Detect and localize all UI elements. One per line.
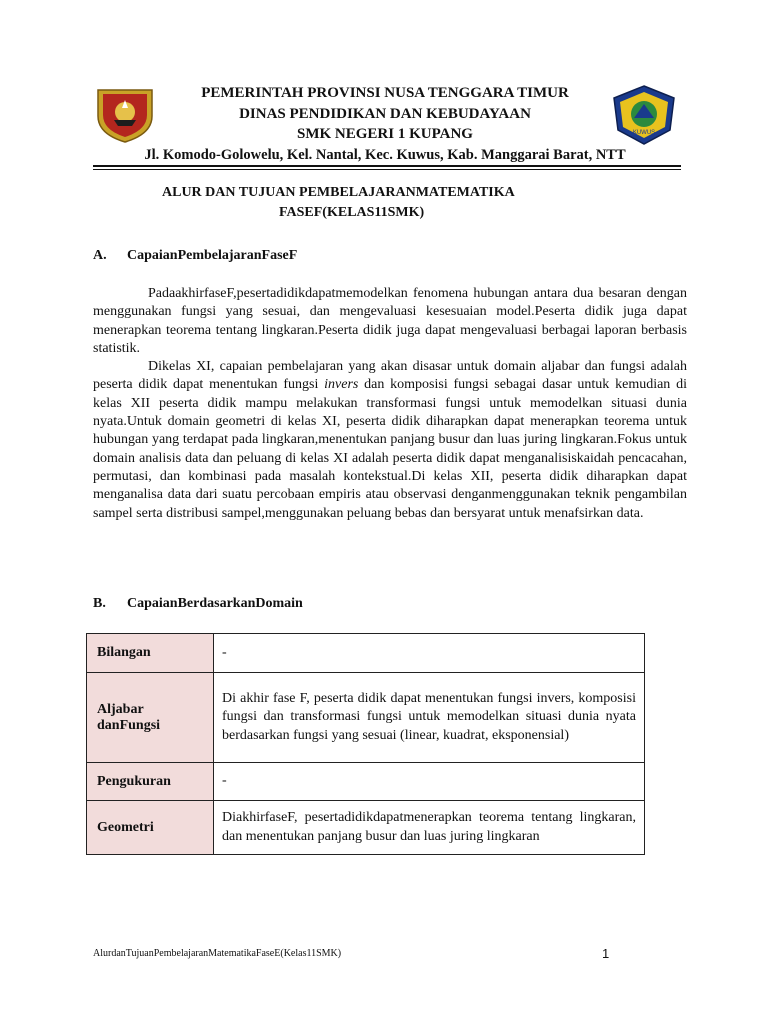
letterhead-rule-thin (93, 169, 681, 170)
letterhead-line-3: SMK NEGERI 1 KUPANG (297, 126, 473, 142)
section-b-heading: CapaianBerdasarkanDomain (127, 596, 303, 611)
section-b-letter: B. (93, 596, 106, 611)
domain-table (86, 633, 645, 855)
domain-value: - (214, 763, 645, 801)
domain-value: DiakhirfaseF, pesertadidikdapatmenerapkan teorema tentang lingkaran, dan menentukan panjang busur dan luas juring lingkaran (214, 801, 645, 855)
letterhead-line-2: DINAS PENDIDIKAN DAN KEBUDAYAAN (239, 106, 531, 122)
table-row (87, 673, 645, 763)
domain-label: Aljabar danFungsi (87, 673, 214, 763)
document-title-line-1: ALUR DAN TUJUAN PEMBELAJARANMATEMATIKA (162, 185, 515, 200)
domain-label: Bilangan (87, 634, 214, 673)
section-a-heading: CapaianPembelajaranFaseF (127, 248, 298, 263)
domain-label: Pengukuran (87, 763, 214, 801)
footer-page-number: 1 (602, 946, 610, 961)
letterhead-address: Jl. Komodo-Golowelu, Kel. Nantal, Kec. Kuwus, Kab. Manggarai Barat, NTT (144, 147, 626, 163)
document-title-line-2: FASEF(KELAS11SMK) (279, 205, 425, 220)
footer-document-name: AlurdanTujuanPembelajaranMatematikaFaseE(Kelas11SMK) (93, 948, 342, 959)
domain-label: Geometri (87, 801, 214, 855)
section-a-letter: A. (93, 248, 107, 263)
table-row (87, 634, 645, 673)
section-a-paragraph-1: PadaakhirfaseF,pesertadidikdapatmemodelkan fenomena hubungan antara dua besaran dengan menggunakan fungsi yang sesuai, dan mengevaluasi kesesuaian model.Peserta didik juga dapat menerapkan teorema tentang lingkaran.Peserta didik juga dapat mengevaluasi berbagai laporan berbasis statistik. (93, 286, 687, 356)
table-row (87, 801, 645, 855)
paragraph-2-emphasis: invers (324, 377, 359, 393)
school-emblem-text: KUWUS (632, 130, 656, 136)
domain-value: Di akhir fase F, peserta didik dapat menentukan fungsi invers, komposisi fungsi dan transformasi fungsi untuk memodelkan situasi dunia nyata berdasarkan fungsi yang sesuai (linear, kuadrat, eksponensial) (214, 673, 645, 763)
letterhead-rule-thick (93, 165, 681, 167)
table-row (87, 763, 645, 801)
section-a-body (93, 285, 687, 523)
letterhead-line-1: PEMERINTAH PROVINSI NUSA TENGGARA TIMUR (201, 85, 569, 101)
section-a-paragraph-2 (93, 358, 687, 523)
paragraph-2-text-b: dan komposisi fungsi sebagai dasar untuk kemudian di kelas XII peserta didik mampu melakukan transformasi fungsi untuk memodelkan situasi dunia nyata.Untuk domain geometri di kelas XI, peserta didik diharapkan dapat menerapkan teorema untuk hubungan yang terdapat pada lingkaran,menentukan panjang busur dan luas juring lingkaran.Fokus untuk domain analisis data dan peluang di kelas XI adalah peserta didik dapat menganalisiskaidah pencacahan, permutasi, dan kombinasi pada masalah kontekstual.Di kelas XII, peserta didik diharapkan dapat menganalisa data dari suatu percobaan empiris atau observasi denganmenggunakan teknik pengambilan sampel serta distribusi sampel,menggunakan peluang bebas dan bersyarat untuk menafsirkan data. (93, 377, 687, 521)
domain-value: - (214, 634, 645, 673)
paragraph-2-text-a: Dikelas XI, capaian pembelajaran yang akan disasar untuk domain aljabar dan fungsi adalah peserta didik dapat menentukan fungsi (93, 359, 687, 393)
